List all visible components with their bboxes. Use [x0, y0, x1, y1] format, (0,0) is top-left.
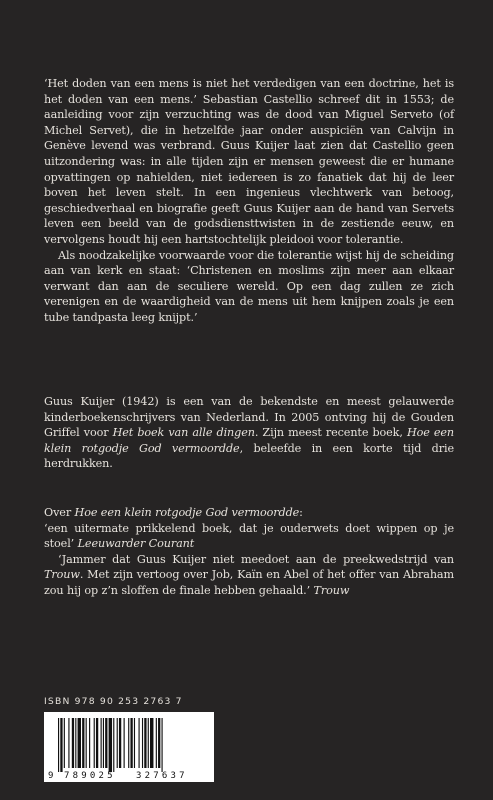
review-quote-2 — [44, 552, 454, 599]
barcode-bar — [156, 718, 157, 768]
barcode-bar — [86, 718, 87, 768]
barcode-bar — [128, 718, 129, 768]
barcode-digits-left: 789025 — [64, 771, 116, 781]
isbn-barcode — [44, 712, 214, 782]
bio-book-title-2: Hoe een klein rotgodje God vermoordde — [44, 426, 455, 455]
barcode-bar — [68, 718, 69, 768]
review-quote-1-text: ‘een uitermate prikkelend boek, dat je ouderwets doet wippen op je stoel’ — [44, 521, 454, 551]
barcode-bar — [94, 718, 95, 768]
barcode-bar — [58, 718, 59, 772]
reviews-section — [44, 505, 454, 599]
barcode-bar — [101, 718, 102, 768]
barcode-bar — [142, 718, 143, 768]
barcode-bar — [96, 718, 98, 768]
barcode-bar — [119, 718, 121, 768]
author-bio-paragraph — [44, 394, 454, 472]
reviews-heading-prefix: Over — [44, 506, 75, 519]
barcode-bar — [89, 718, 90, 768]
barcode-bar — [103, 718, 104, 768]
barcode-bar — [134, 718, 135, 768]
review-quote-2-text-a: ‘Jammer dat Guus Kuijer niet meedoet aan de preekwedstrijd van — [58, 552, 454, 566]
barcode-bar — [109, 718, 112, 772]
barcode-bar — [82, 718, 84, 768]
barcode-bar — [158, 718, 160, 768]
author-bio — [44, 394, 454, 472]
reviews-heading-suffix: : — [299, 506, 303, 519]
barcode-bar — [105, 718, 107, 768]
bio-text-2: . Zijn meest recente boek, — [254, 426, 407, 440]
bio-book-title-1: Het boek van alle dingen — [112, 426, 255, 440]
barcode-bar — [124, 718, 125, 768]
isbn-number: ISBN 978 90 253 2763 7 — [44, 696, 183, 707]
barcode-bar — [130, 718, 132, 768]
barcode-bar — [64, 718, 65, 768]
reviews-heading-title: Hoe een klein rotgodje God vermoordde — [74, 506, 300, 519]
reviews-heading — [44, 505, 454, 521]
review-quote-1 — [44, 521, 454, 552]
barcode-bar — [162, 718, 163, 772]
barcode-graphic — [44, 712, 214, 782]
barcode-bar — [150, 718, 153, 768]
barcode-digit-first: 9 — [48, 771, 54, 781]
review-source-2: Trouw — [313, 583, 350, 597]
review-quote-2-text-b: . Met zijn vertoog over Job, Kaïn en Abel of het offer van Abraham zou hij op z’n sloffen de finale hebben gehaald.’ — [44, 568, 454, 597]
barcode-digits-right: 327637 — [136, 771, 188, 781]
barcode-bar — [75, 718, 76, 768]
barcode-bar — [144, 718, 146, 768]
bio-text-1: Guus Kuijer (1942) is een van de bekendste en meest gelauwerde kinderboekenschrijvers van Nederland. In 2005 ontving hij de Gouden Griffel voor — [44, 395, 454, 440]
barcode-bar — [139, 718, 140, 768]
blurb-paragraph-2: Als noodzakelijke voorwaarde voor die tolerantie wijst hij de scheiding aan van kerk en staat: ‘Christenen en moslims zijn meer aan elkaar verwant dan aan de seculiere wereld. Op een dag zullen ze zich verenigen en de waardigheid van de mens uit hem knijpen zoals je een tube tandpasta leeg knijpt.’ — [44, 248, 454, 324]
blurb-section — [44, 76, 454, 326]
review-source-1: Leeuwarder Courant — [77, 537, 195, 551]
barcode-bar — [72, 718, 74, 768]
barcode-bar — [113, 718, 114, 772]
barcode-bar — [148, 718, 149, 768]
review-quote-2-newspaper: Trouw — [44, 568, 80, 582]
bio-text-3: , beleefde in een korte tijd drie herdrukken. — [44, 441, 454, 471]
barcode-bar — [117, 718, 118, 768]
barcode-bar — [78, 718, 81, 768]
barcode-bar — [60, 718, 62, 772]
blurb-paragraph-1: ‘Het doden van een mens is niet het verdedigen van een doctrine, het is het doden van een mens.’ Sebastian Castellio schreef dit in 1553; de aanleiding voor zijn verzuchting was de dood van Miguel Serveto (of Michel Servet), die in hetzelfde jaar onder auspiciën van Calvijn in Genève levend was verbrand. Guus Kuijer laat zien dat Castellio geen uitzondering was: in alle tijden zijn er mensen geweest die er humane opvattingen op nahielden, niet iedereen is zo fanatiek dat hij de leer boven het leven stelt. In een ingenieus vlechtwerk van betoog, geschiedverhaal en biografie geeft Guus Kuijer aan de hand van Servets leven een beeld van de godsdiensttwisten in de zestiende eeuw, en vervolgens houdt hij een hartstochtelijk pleidooi voor tolerantie. — [44, 77, 454, 246]
